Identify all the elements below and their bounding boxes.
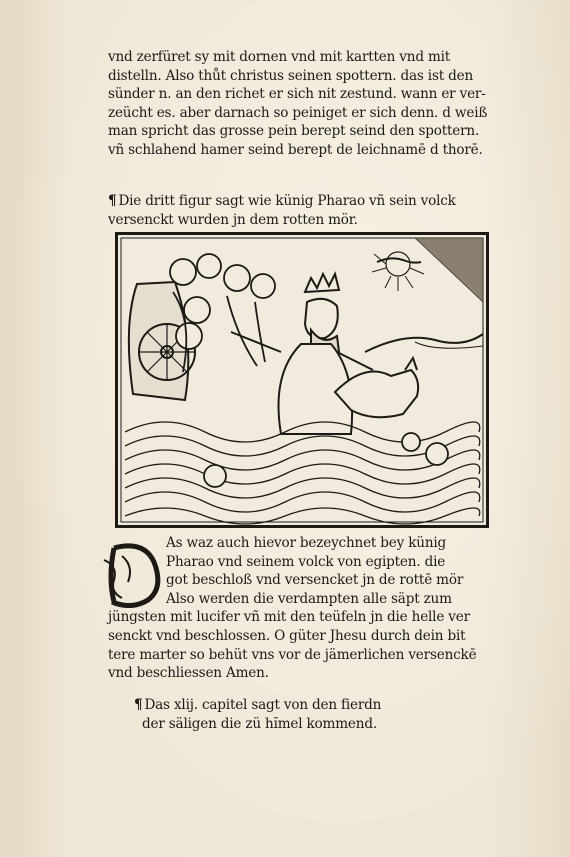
- paragraph-main: [108, 534, 476, 683]
- text-line: jüngsten mit lucifer vñ mit den teüfeln jn die helle ver: [108, 609, 470, 626]
- text-line: vñ schlahend hamer seind berept de leichnamē d thorē.: [108, 141, 483, 158]
- pilcrow-mark: ¶: [134, 697, 143, 713]
- text-line: man spricht das grosse pein berept seind den spottern.: [108, 123, 480, 140]
- text-line: got beschloß vnd versencket jn de rottē mör: [166, 572, 464, 589]
- paragraph-top: [108, 48, 487, 160]
- text-line: vnd beschliessen Amen.: [108, 665, 269, 682]
- text-line: zeücht es. aber darnach so peiniget er sich denn. d weiß: [108, 104, 488, 121]
- text-line: versenckt wurden jn dem rotten mör.: [108, 211, 358, 228]
- text-line: distelln. Also thůt christus seinen spottern. das ist den: [108, 67, 474, 84]
- figure-caption-heading: [108, 192, 456, 229]
- pilcrow-mark: ¶: [108, 193, 117, 209]
- text-line: Die dritt figur sagt wie künig Pharao vñ sein volck: [118, 193, 456, 209]
- text-line: Das xlij. capitel sagt von den fierdn: [144, 697, 382, 713]
- text-line: der säligen die zü hĭmel kommend.: [142, 715, 377, 732]
- woodcut-illustration: [115, 232, 489, 528]
- text-line: Also werden die verdampten alle säpt zum: [166, 590, 452, 607]
- text-line: As waz auch hievor bezeychnet bey künig: [166, 535, 447, 551]
- text-line: Pharao vnd seinem volck von egipten. die: [166, 553, 446, 570]
- text-line: tere marter so behüt vns vor de jämerlichen versenckē: [108, 646, 477, 663]
- text-line: senckt vnd beschlossen. O güter Jhesu durch dein bit: [108, 627, 466, 644]
- text-line: vnd zerfüret sy mit dornen vnd mit kartten vnd mit: [108, 49, 451, 65]
- chapter-heading: [134, 696, 381, 733]
- text-line: sünder n. an den richet er sich nit zestund. wann er ver-: [108, 86, 486, 103]
